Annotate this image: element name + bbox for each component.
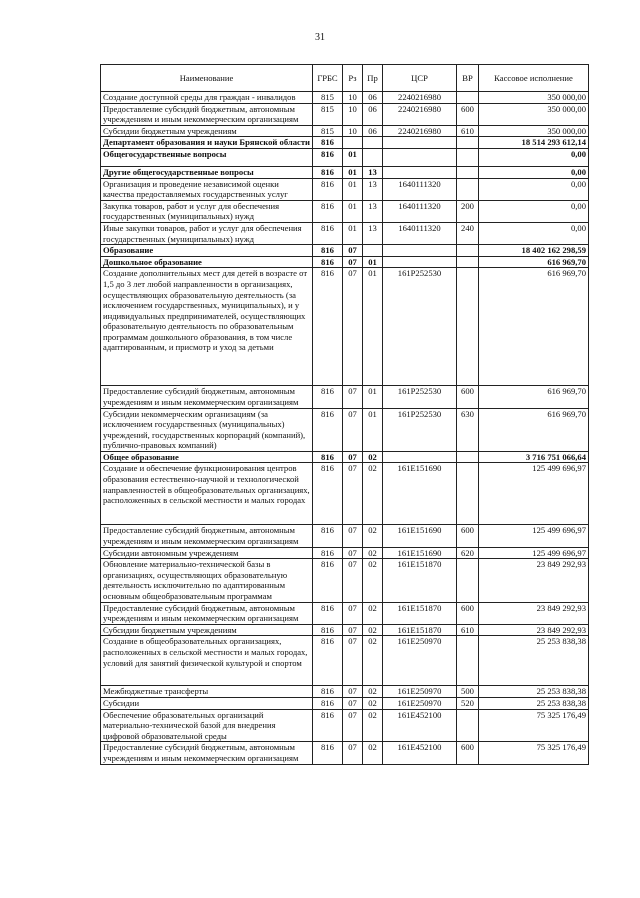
cell-amount: 350 000,00: [479, 103, 589, 125]
cell-grbs: 816: [313, 200, 343, 222]
cell-rz: 01: [343, 200, 363, 222]
cell-amount: 25 253 838,38: [479, 686, 589, 698]
cell-vr: 500: [457, 686, 479, 698]
header-grbs: ГРБС: [313, 65, 343, 92]
cell-grbs: 816: [313, 698, 343, 710]
cell-rz: 07: [343, 547, 363, 559]
table-row: [101, 742, 589, 764]
cell-rz: 07: [343, 686, 363, 698]
cell-csr: 161E151870: [383, 602, 457, 624]
table-row: [101, 245, 589, 257]
cell-pr: 02: [363, 451, 383, 463]
cell-rz: 07: [343, 636, 363, 686]
cell-amount: 616 969,70: [479, 256, 589, 268]
cell-name: Обеспечение образовательных организаций материально-технической базой для внедрения цифровой образовательной среды: [101, 709, 313, 742]
cell-grbs: 815: [313, 125, 343, 137]
cell-csr: [383, 245, 457, 257]
cell-pr: 02: [363, 709, 383, 742]
cell-amount: 3 716 751 066,64: [479, 451, 589, 463]
cell-grbs: 816: [313, 547, 343, 559]
cell-pr: 06: [363, 92, 383, 104]
cell-name: Создание дополнительных мест для детей в возрасте от 1,5 до 3 лет любой направленности в организациях, осуществляющих образовательную деятельность (за исключением государственных, муниципальных), и у индивидуальных предпринимателей, осуществляющих образовательную деятельность по образовательным программам дошкольного образования, в том числе адаптированным, и присмотр и уход за детьми: [101, 268, 313, 386]
cell-csr: [383, 166, 457, 178]
cell-vr: [457, 709, 479, 742]
page-number: 31: [315, 32, 325, 43]
header-amount: Кассовое исполнение: [479, 65, 589, 92]
cell-grbs: 816: [313, 256, 343, 268]
table-row: [101, 103, 589, 125]
table-row: [101, 686, 589, 698]
cell-grbs: 816: [313, 268, 343, 386]
cell-name: Другие общегосударственные вопросы: [101, 166, 313, 178]
cell-rz: 07: [343, 559, 363, 602]
cell-csr: 161E250970: [383, 698, 457, 710]
header-rz: Рз: [343, 65, 363, 92]
cell-vr: 600: [457, 742, 479, 764]
cell-pr: 02: [363, 686, 383, 698]
cell-csr: [383, 148, 457, 166]
cell-csr: 161E151870: [383, 624, 457, 636]
cell-rz: [343, 137, 363, 149]
cell-csr: 161E151690: [383, 525, 457, 547]
cell-amount: 23 849 292,93: [479, 559, 589, 602]
cell-grbs: 816: [313, 525, 343, 547]
cell-rz: 07: [343, 624, 363, 636]
table-body: [101, 92, 589, 765]
table-row: [101, 256, 589, 268]
cell-grbs: 816: [313, 742, 343, 764]
cell-name: Межбюджетные трансферты: [101, 686, 313, 698]
cell-csr: [383, 137, 457, 149]
table-row: [101, 137, 589, 149]
cell-vr: [457, 559, 479, 602]
cell-grbs: 816: [313, 148, 343, 166]
cell-pr: 01: [363, 386, 383, 408]
cell-amount: 23 849 292,93: [479, 624, 589, 636]
cell-amount: 0,00: [479, 166, 589, 178]
cell-vr: [457, 245, 479, 257]
table-row: [101, 525, 589, 547]
cell-vr: 240: [457, 222, 479, 244]
cell-grbs: 816: [313, 709, 343, 742]
cell-rz: 07: [343, 463, 363, 525]
cell-pr: 06: [363, 125, 383, 137]
table-row: [101, 200, 589, 222]
table-row: [101, 463, 589, 525]
cell-amount: 75 325 176,49: [479, 742, 589, 764]
table-row: [101, 602, 589, 624]
cell-name: Субсидии бюджетным учреждениям: [101, 125, 313, 137]
cell-amount: 350 000,00: [479, 125, 589, 137]
cell-rz: 07: [343, 268, 363, 386]
table-row: [101, 125, 589, 137]
cell-rz: 07: [343, 245, 363, 257]
cell-name: Субсидии: [101, 698, 313, 710]
cell-rz: 07: [343, 698, 363, 710]
cell-grbs: 816: [313, 245, 343, 257]
cell-csr: 161E452100: [383, 742, 457, 764]
header-vr: ВР: [457, 65, 479, 92]
cell-grbs: 816: [313, 222, 343, 244]
cell-vr: 630: [457, 408, 479, 451]
cell-vr: [457, 178, 479, 200]
cell-vr: [457, 451, 479, 463]
cell-name: Общее образование: [101, 451, 313, 463]
cell-rz: 07: [343, 408, 363, 451]
cell-name: Иные закупки товаров, работ и услуг для обеспечения государственных (муниципальных) нужд: [101, 222, 313, 244]
cell-name: Создание в общеобразовательных организациях, расположенных в сельской местности и малых городах, условий для занятий физической культурой и спортом: [101, 636, 313, 686]
cell-rz: 10: [343, 125, 363, 137]
cell-name: Организация и проведение независимой оценки качества предоставляемых государственных услуг: [101, 178, 313, 200]
header-name: Наименование: [101, 65, 313, 92]
table-row: [101, 166, 589, 178]
cell-csr: 1640111320: [383, 222, 457, 244]
cell-name: Создание доступной среды для граждан - инвалидов: [101, 92, 313, 104]
table-row: [101, 709, 589, 742]
cell-csr: [383, 451, 457, 463]
cell-vr: 520: [457, 698, 479, 710]
cell-name: Создание и обеспечение функционирования центров образования естественно-научной и технологической направленностей в общеобразовательных организациях, расположенных в сельской местности и малых городах: [101, 463, 313, 525]
cell-vr: [457, 166, 479, 178]
cell-amount: 350 000,00: [479, 92, 589, 104]
cell-name: Предоставление субсидий бюджетным, автономным учреждениям и иным некоммерческим организациям: [101, 103, 313, 125]
cell-pr: 13: [363, 222, 383, 244]
cell-grbs: 816: [313, 137, 343, 149]
cell-pr: 02: [363, 547, 383, 559]
cell-rz: 07: [343, 602, 363, 624]
cell-csr: 1640111320: [383, 200, 457, 222]
cell-amount: 18 514 293 612,14: [479, 137, 589, 149]
cell-amount: 25 253 838,38: [479, 636, 589, 686]
cell-grbs: 816: [313, 559, 343, 602]
cell-rz: 07: [343, 256, 363, 268]
cell-rz: 07: [343, 386, 363, 408]
cell-amount: 616 969,70: [479, 408, 589, 451]
cell-csr: 161E250970: [383, 686, 457, 698]
cell-grbs: 816: [313, 602, 343, 624]
cell-rz: 01: [343, 148, 363, 166]
cell-rz: 07: [343, 525, 363, 547]
cell-csr: 161E151690: [383, 463, 457, 525]
cell-grbs: 816: [313, 178, 343, 200]
cell-grbs: 816: [313, 686, 343, 698]
cell-csr: 161E151690: [383, 547, 457, 559]
cell-rz: 07: [343, 709, 363, 742]
cell-name: Предоставление субсидий бюджетным, автономным учреждениям и иным некоммерческим организациям: [101, 602, 313, 624]
table-header-row: [101, 65, 589, 92]
cell-amount: 125 499 696,97: [479, 547, 589, 559]
budget-table: [100, 64, 589, 765]
cell-pr: 02: [363, 636, 383, 686]
cell-pr: 02: [363, 602, 383, 624]
cell-amount: 616 969,70: [479, 268, 589, 386]
table-row: [101, 222, 589, 244]
cell-amount: 0,00: [479, 148, 589, 166]
cell-name: Общегосударственные вопросы: [101, 148, 313, 166]
cell-csr: 1640111320: [383, 178, 457, 200]
cell-csr: 2240216980: [383, 92, 457, 104]
cell-csr: 2240216980: [383, 125, 457, 137]
cell-vr: 600: [457, 103, 479, 125]
cell-grbs: 816: [313, 624, 343, 636]
table-row: [101, 178, 589, 200]
cell-grbs: 816: [313, 408, 343, 451]
cell-pr: 13: [363, 178, 383, 200]
cell-name: Субсидии некоммерческим организациям (за исключением государственных (муниципальных) учреждений, государственных корпораций (компаний), публично-правовых компаний): [101, 408, 313, 451]
cell-vr: [457, 137, 479, 149]
cell-pr: 02: [363, 559, 383, 602]
cell-name: Обновление материально-технической базы в организациях, осуществляющих образовательную деятельность исключительно по адаптированным основным общеобразовательным программам: [101, 559, 313, 602]
cell-grbs: 815: [313, 103, 343, 125]
cell-csr: 161P252530: [383, 408, 457, 451]
cell-name: Субсидии автономным учреждениям: [101, 547, 313, 559]
cell-pr: 01: [363, 408, 383, 451]
cell-amount: 0,00: [479, 222, 589, 244]
header-pr: Пр: [363, 65, 383, 92]
table-row: [101, 559, 589, 602]
cell-rz: 01: [343, 166, 363, 178]
cell-csr: 161E452100: [383, 709, 457, 742]
cell-pr: 02: [363, 525, 383, 547]
cell-vr: 620: [457, 547, 479, 559]
cell-name: Субсидии бюджетным учреждениям: [101, 624, 313, 636]
cell-csr: [383, 256, 457, 268]
cell-grbs: 815: [313, 92, 343, 104]
cell-amount: 0,00: [479, 200, 589, 222]
table-row: [101, 386, 589, 408]
table-row: [101, 698, 589, 710]
cell-grbs: 816: [313, 451, 343, 463]
cell-pr: [363, 137, 383, 149]
table-row: [101, 92, 589, 104]
table-row: [101, 451, 589, 463]
cell-amount: 616 969,70: [479, 386, 589, 408]
table-row: [101, 624, 589, 636]
cell-pr: 06: [363, 103, 383, 125]
cell-amount: 125 499 696,97: [479, 463, 589, 525]
cell-csr: 161E250970: [383, 636, 457, 686]
cell-vr: 610: [457, 624, 479, 636]
cell-grbs: 816: [313, 463, 343, 525]
cell-name: Департамент образования и науки Брянской области: [101, 137, 313, 149]
cell-name: Предоставление субсидий бюджетным, автономным учреждениям и иным некоммерческим организациям: [101, 742, 313, 764]
cell-vr: [457, 92, 479, 104]
cell-amount: 125 499 696,97: [479, 525, 589, 547]
cell-name: Закупка товаров, работ и услуг для обеспечения государственных (муниципальных) нужд: [101, 200, 313, 222]
cell-vr: [457, 268, 479, 386]
table-row: [101, 636, 589, 686]
cell-rz: 10: [343, 103, 363, 125]
cell-pr: [363, 148, 383, 166]
cell-amount: 75 325 176,49: [479, 709, 589, 742]
cell-rz: 10: [343, 92, 363, 104]
cell-amount: 23 849 292,93: [479, 602, 589, 624]
table-row: [101, 547, 589, 559]
cell-vr: 600: [457, 386, 479, 408]
cell-pr: 01: [363, 268, 383, 386]
cell-grbs: 816: [313, 636, 343, 686]
cell-grbs: 816: [313, 166, 343, 178]
cell-pr: 13: [363, 166, 383, 178]
cell-rz: 07: [343, 742, 363, 764]
cell-pr: [363, 245, 383, 257]
cell-grbs: 816: [313, 386, 343, 408]
cell-vr: [457, 256, 479, 268]
cell-pr: 13: [363, 200, 383, 222]
cell-rz: 07: [343, 451, 363, 463]
cell-vr: 600: [457, 602, 479, 624]
cell-csr: 161P252530: [383, 386, 457, 408]
cell-vr: [457, 636, 479, 686]
cell-vr: 200: [457, 200, 479, 222]
cell-pr: 01: [363, 256, 383, 268]
header-csr: ЦСР: [383, 65, 457, 92]
cell-amount: 18 402 162 298,59: [479, 245, 589, 257]
cell-name: Предоставление субсидий бюджетным, автономным учреждениям и иным некоммерческим организациям: [101, 525, 313, 547]
cell-pr: 02: [363, 742, 383, 764]
cell-name: Дошкольное образование: [101, 256, 313, 268]
cell-rz: 01: [343, 222, 363, 244]
cell-name: Образование: [101, 245, 313, 257]
cell-amount: 0,00: [479, 178, 589, 200]
cell-rz: 01: [343, 178, 363, 200]
cell-vr: [457, 148, 479, 166]
cell-pr: 02: [363, 463, 383, 525]
cell-vr: [457, 463, 479, 525]
cell-pr: 02: [363, 698, 383, 710]
table-row: [101, 268, 589, 386]
cell-vr: 600: [457, 525, 479, 547]
cell-vr: 610: [457, 125, 479, 137]
cell-amount: 25 253 838,38: [479, 698, 589, 710]
cell-name: Предоставление субсидий бюджетным, автономным учреждениям и иным некоммерческим организациям: [101, 386, 313, 408]
cell-pr: 02: [363, 624, 383, 636]
table-row: [101, 148, 589, 166]
cell-csr: 2240216980: [383, 103, 457, 125]
cell-csr: 161E151870: [383, 559, 457, 602]
table-row: [101, 408, 589, 451]
cell-csr: 161P252530: [383, 268, 457, 386]
